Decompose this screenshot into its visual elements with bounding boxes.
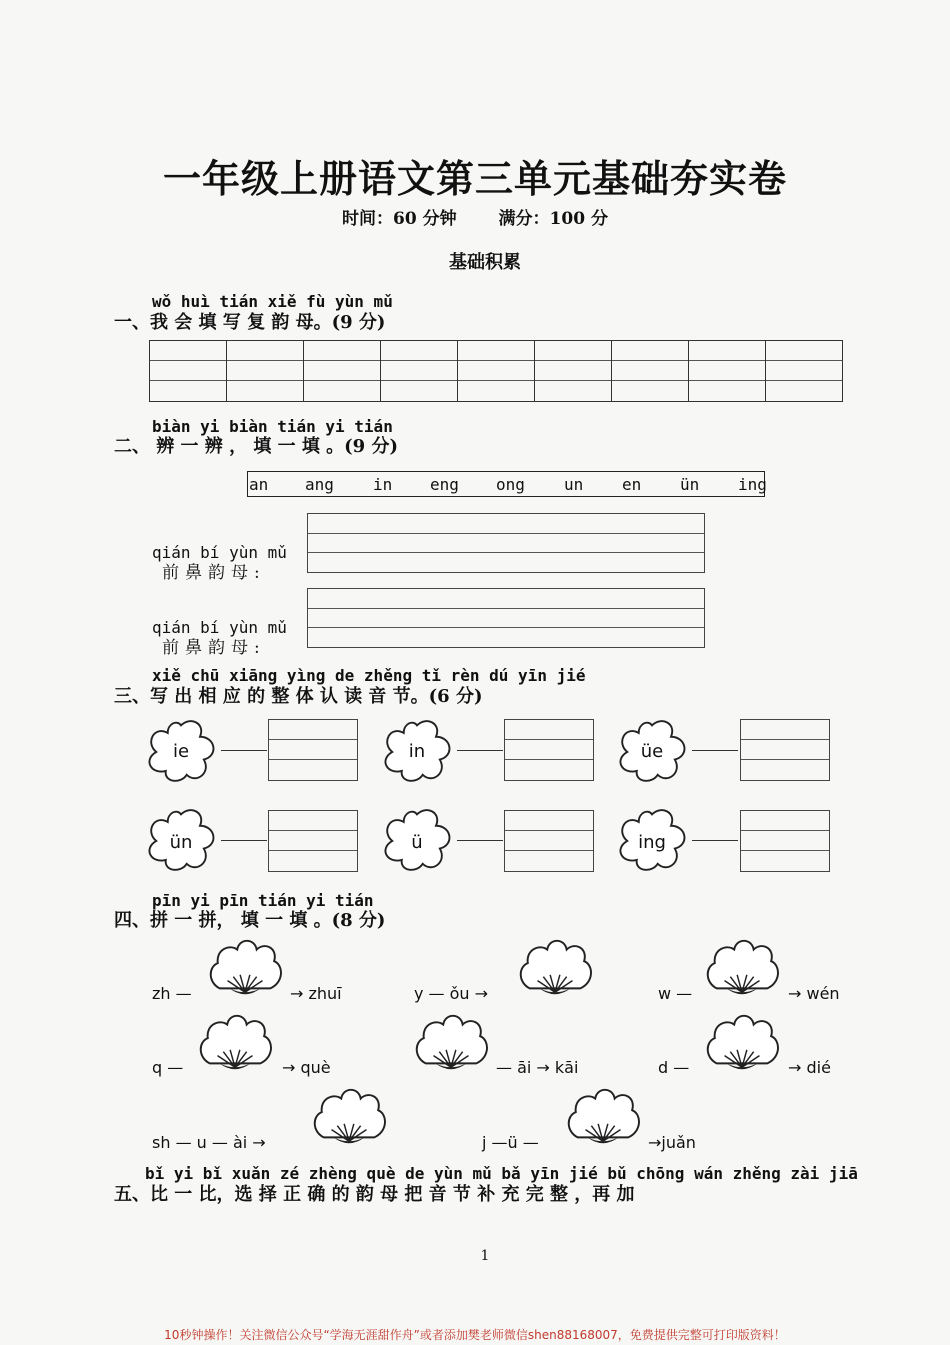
q4-pinyin: pīn yi pīn tián yi tián (152, 891, 374, 910)
option: ang (305, 475, 334, 494)
full-score: 满分：100 分 (498, 209, 608, 229)
shell-icon[interactable] (564, 1083, 642, 1151)
q1-pinyin: wǒ huì tián xiě fù yùn mǔ (152, 292, 393, 311)
q2-heading: 二、 辨 一 辨 ， 填 一 填 。(9 分) (114, 436, 398, 457)
connector-line (692, 750, 738, 751)
option: ing (738, 475, 767, 494)
q3-heading: 三、写 出 相 应 的 整 体 认 读 音 节。(6 分) (114, 686, 483, 707)
q4-heading: 四、拼 一 拼， 填 一 填 。(8 分) (114, 910, 386, 931)
flower-label: ing (638, 832, 666, 853)
answer-lines[interactable] (740, 719, 830, 781)
spell-left: d — (658, 1058, 690, 1077)
flower-icon (614, 806, 690, 874)
shell-icon[interactable] (206, 934, 284, 1002)
option: ong (496, 475, 525, 494)
shell-icon[interactable] (703, 1009, 781, 1077)
q1-writing-grid[interactable] (149, 340, 843, 402)
shell-icon[interactable] (703, 934, 781, 1002)
answer-lines[interactable] (504, 719, 594, 781)
flower-label: ün (169, 832, 193, 853)
q2-row1-lines[interactable] (307, 513, 705, 573)
spell-right: → wén (788, 984, 840, 1003)
option: eng (430, 475, 459, 494)
section-title: 基础积累 (449, 252, 521, 273)
option: an (249, 475, 269, 494)
spell-left: q — (152, 1058, 184, 1077)
option: in (373, 475, 393, 494)
shell-icon[interactable] (310, 1083, 388, 1151)
connector-line (457, 840, 503, 841)
exam-meta (0, 204, 950, 229)
spell-right: → dié (788, 1058, 831, 1077)
q2-row1-label: 前鼻韵母: (162, 563, 266, 583)
answer-lines[interactable] (740, 810, 830, 872)
q2-option-box (247, 471, 765, 497)
flower-icon (143, 806, 219, 874)
spell-right: — āi → kāi (496, 1058, 579, 1077)
shell-icon[interactable] (412, 1009, 490, 1077)
flower-label: ie (172, 741, 190, 762)
q1-heading: 一、我 会 填 写 复 韵 母。(9 分) (114, 312, 386, 333)
flower-label: ü (411, 832, 423, 853)
flower-label: üe (640, 741, 664, 762)
q2-pinyin: biàn yi biàn tián yi tián (152, 417, 393, 436)
option: ün (680, 475, 700, 494)
time-limit: 时间：60 分钟 (342, 209, 457, 229)
spell-right: →juǎn (648, 1133, 696, 1152)
flower-label: in (408, 741, 426, 762)
q3-pinyin: xiě chū xiāng yìng de zhěng tǐ rèn dú yīn jié (152, 666, 586, 685)
connector-line (457, 750, 503, 751)
q2-row2-pinyin: qián bí yùn mǔ (152, 618, 287, 637)
spell-left: w — (658, 984, 693, 1003)
connector-line (221, 750, 267, 751)
spell-left: sh — u — ài → (152, 1133, 266, 1152)
option: un (564, 475, 584, 494)
option: en (622, 475, 642, 494)
spell-left: zh — (152, 984, 192, 1003)
answer-lines[interactable] (268, 810, 358, 872)
spell-right: → zhuī (290, 984, 342, 1003)
answer-lines[interactable] (268, 719, 358, 781)
q2-row2-lines[interactable] (307, 588, 705, 648)
spell-left: j —ü — (482, 1133, 539, 1152)
spell-left: y — ǒu → (414, 984, 489, 1003)
shell-icon[interactable] (196, 1009, 274, 1077)
flower-icon (614, 717, 690, 785)
page-number: 1 (480, 1248, 490, 1264)
shell-icon[interactable] (516, 934, 594, 1002)
q5-pinyin: bǐ yi bǐ xuǎn zé zhèng què de yùn mǔ bǎ yīn jié bǔ chōng wán zhěng zài jiā (145, 1164, 858, 1183)
connector-line (221, 840, 267, 841)
q2-row2-label: 前鼻韵母: (162, 638, 266, 658)
q2-row1-pinyin: qián bí yùn mǔ (152, 543, 287, 562)
flower-icon (379, 717, 455, 785)
q5-heading: 五、比 一 比，选 择 正 确 的 韵 母 把 音 节 补 充 完 整 ，再 加 (114, 1184, 635, 1205)
spell-right: → què (282, 1058, 331, 1077)
flower-icon (379, 806, 455, 874)
answer-lines[interactable] (504, 810, 594, 872)
page-title: 一年级上册语文第三单元基础夯实卷 (162, 157, 787, 201)
connector-line (692, 840, 738, 841)
flower-icon (143, 717, 219, 785)
footer-notice: 10秒钟操作！关注微信公众号“学海无涯甜作舟”或者添加樊老师微信shen88168007，免费提供完整可打印版资料！ (164, 1328, 786, 1342)
